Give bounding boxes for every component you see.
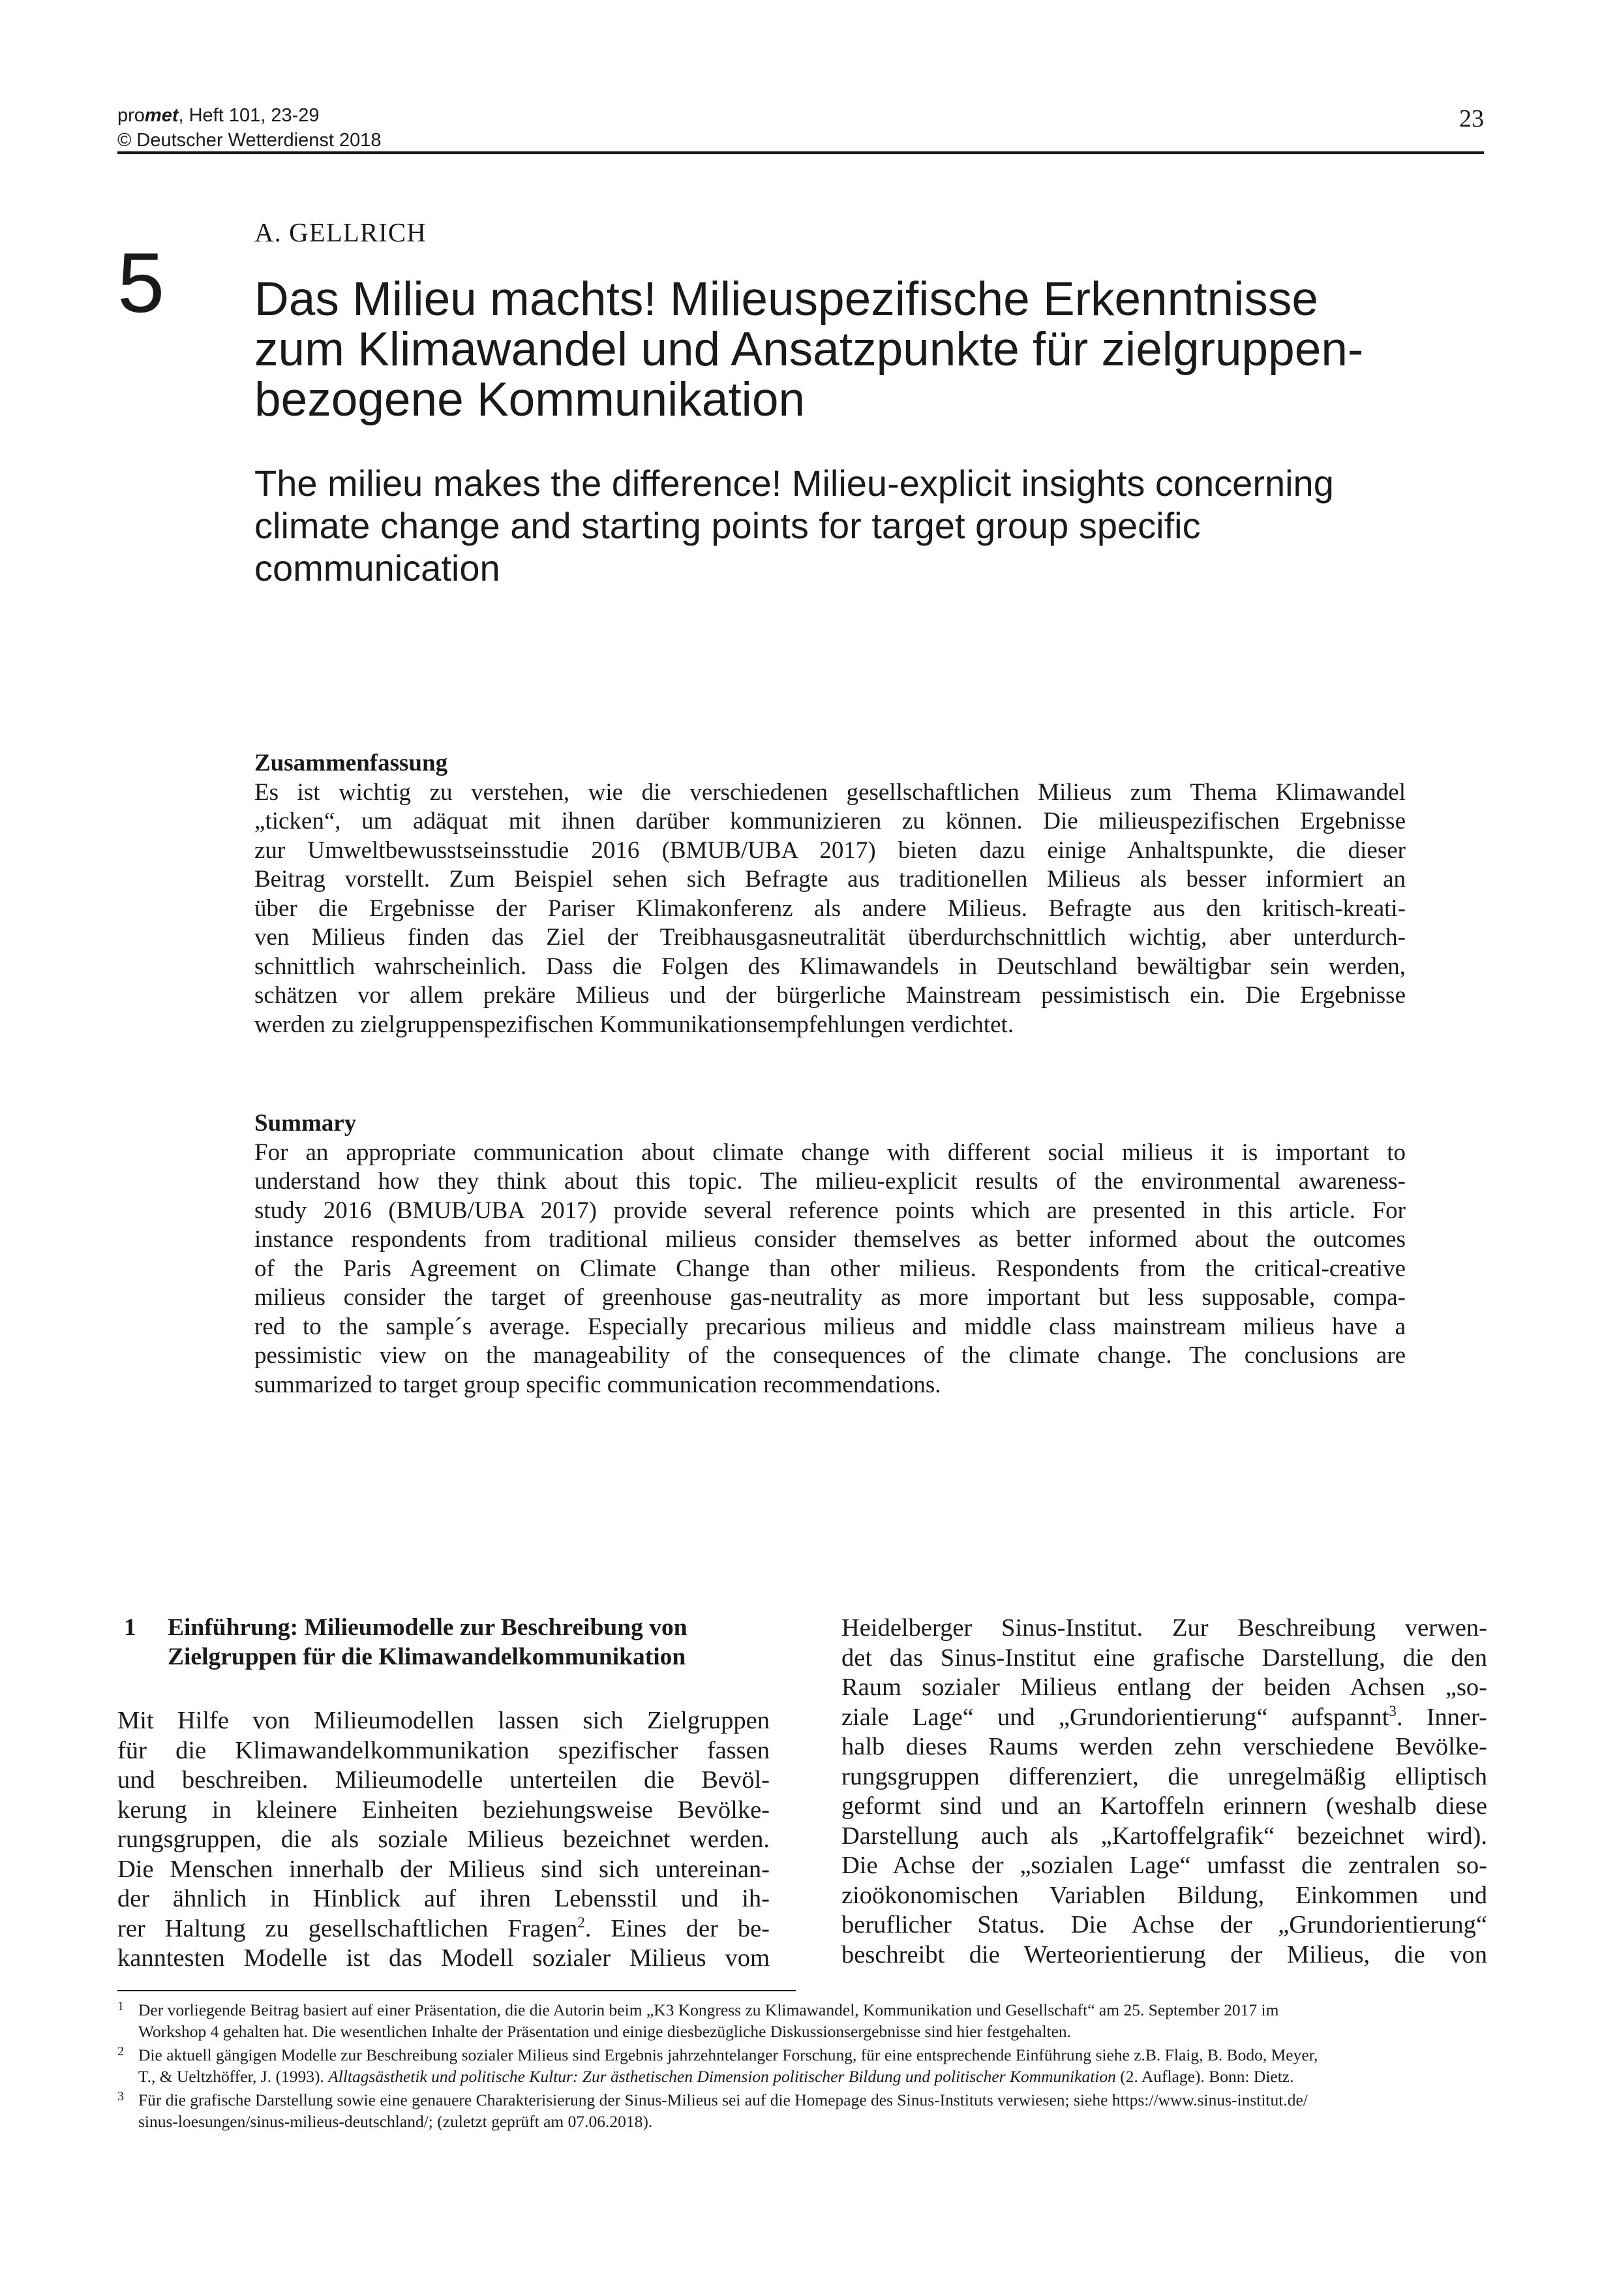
footnote-rule [117, 1990, 796, 1991]
footnote-3 [117, 2089, 1484, 2132]
journal-name-bold: met [144, 105, 179, 126]
body-line: zioökonomischen Variablen Bildung, Einkommen und [841, 1881, 1487, 1909]
body-line: Darstellung auch als „Kartoffelgrafik“ bezeichnet wird). [841, 1822, 1487, 1850]
footnote-line: Der vorliegende Beitrag basiert auf einer Präsentation, die die Autorin beim „K3 Kongress zu Klimawandel, Kommunikation und Gesellschaft“ am 25. September 2017 im [138, 2000, 1279, 2019]
footnote-line: Workshop 4 gehalten hat. Die wesentlichen Inhalte der Präsentation und einige diesbezügliche Diskussionsergebnisse sind hier festgehalten. [138, 2022, 1072, 2041]
title-english-line: The milieu makes the difference! Milieu-explicit insights concerning [254, 463, 1334, 504]
body-line [841, 1703, 1487, 1733]
body-line: rungsgruppen, die als soziale Milieus bezeichnet werden. [117, 1826, 770, 1853]
body-line: beruflicher Status. Die Achse der „Grundorientierung“ [841, 1911, 1487, 1938]
body-line: beschreibt die Werteorientierung der Milieus, die von [841, 1940, 1487, 1968]
footnote-text: (2. Auflage). Bonn: Dietz. [1115, 2067, 1294, 2086]
footnote-1 [117, 1999, 1484, 2042]
running-header [117, 103, 382, 153]
body-line: Die Menschen innerhalb der Milieus sind sich untereinan- [117, 1855, 770, 1883]
footnote-2 [117, 2044, 1484, 2087]
footnote-ref[interactable]: 3 [1389, 1702, 1397, 1719]
abstract-english [254, 1109, 1406, 1400]
body-line: Raum sozialer Milieus entlang der beiden Achsen „so- [841, 1674, 1487, 1701]
abstract-line: „ticken“, um adäquat mit ihnen darüber kommunizieren zu können. Die milieuspezifischen Ergebnisse [254, 808, 1406, 834]
abstract-line: of the Paris Agreement on Climate Change than other milieus. Respondents from the critical-creative [254, 1255, 1406, 1282]
abstract-line: pessimistic view on the manageability of the consequences of the climate change. The conclusions are [254, 1342, 1406, 1369]
body-line: für die Klimawandelkommunikation spezifischer fassen [117, 1736, 770, 1764]
body-line [117, 1914, 770, 1944]
abstract-line: red to the sample´s average. Especially precarious milieus and middle class mainstream milieus have a [254, 1313, 1406, 1340]
footnote-ref[interactable]: 2 [577, 1913, 585, 1931]
body-column-left [117, 1706, 770, 1974]
abstract-line: über die Ergebnisse der Pariser Klimakonferenz als andere Milieus. Befragte aus den kritisch-kreati- [254, 895, 1406, 922]
footnote-text: T., & Ueltzhöffer, J. (1993). [138, 2067, 329, 2086]
title-english-line: climate change and starting points for target group specific [254, 505, 1201, 546]
section-heading-line: Zielgruppen für die Klimawandelkommunikation [168, 1644, 686, 1670]
body-line: geformt sind und an Kartoffeln erinnern (weshalb diese [841, 1792, 1487, 1820]
footnote-line: sinus-loesungen/sinus-milieus-deutschland/; (zuletzt geprüft am 07.06.2018). [138, 2112, 653, 2131]
body-line: Die Achse der „sozialen Lage“ umfasst die zentralen so- [841, 1852, 1487, 1879]
journal-issue [117, 103, 382, 128]
author-name: A. GELLRICH [254, 217, 427, 247]
title-german-line: zum Klimawandel und Ansatzpunkte für zielgruppen- [254, 323, 1364, 376]
body-line-text: . Inner- [1396, 1703, 1488, 1731]
abstract-line: Es ist wichtig zu verstehen, wie die verschiedenen gesellschaftlichen Milieus zum Thema Klimawandel [254, 778, 1406, 806]
abstract-line: milieus consider the target of greenhouse gas-neutrality as more important but less supposable, compa- [254, 1284, 1406, 1311]
title-english-line: communication [254, 547, 500, 589]
body-line: und beschreiben. Milieumodelle unterteilen die Bevöl- [117, 1766, 770, 1794]
footnote-line [138, 2066, 1484, 2087]
title-english [254, 462, 1481, 589]
journal-issue-pages: , Heft 101, 23-29 [178, 105, 320, 126]
abstract-line: study 2016 (BMUB/UBA 2017) provide several reference points which are presented in this article. For [254, 1197, 1406, 1224]
footnote-number: 1 [117, 1999, 124, 2013]
footnote-line: Die aktuell gängigen Modelle zur Beschreibung sozialer Milieus sind Ergebnis jahrzehntelanger Forschung, für eine entsprechende Einführung siehe z.B. Flaig, B. Bodo, Meyer, [138, 2045, 1318, 2064]
section-heading [117, 1613, 776, 1672]
header-rule [117, 151, 1484, 154]
body-line: der ähnlich in Hinblick auf ihren Lebensstil und ih- [117, 1885, 770, 1912]
body-line: halb dieses Raums werden zehn verschiedene Bevölke- [841, 1733, 1487, 1760]
section-number: 1 [124, 1614, 136, 1641]
abstract-german [254, 749, 1406, 1039]
abstract-line: ven Milieus finden das Ziel der Treibhausgasneutralität überdurchschnittlich wichtig, aber unterdurch- [254, 924, 1406, 951]
body-line: rungsgruppen differenziert, die unregelmäßig elliptisch [841, 1762, 1487, 1790]
abstract-line: schnittlich wahrscheinlich. Dass die Folgen des Klimawandels in Deutschland bewältigbar sein werden, [254, 953, 1406, 980]
footnote-number: 2 [117, 2044, 124, 2059]
copyright-line: © Deutscher Wetterdienst 2018 [117, 130, 382, 151]
title-german-line: Das Milieu machts! Milieuspezifische Erkenntnisse [254, 273, 1318, 326]
body-line-text: . Eines der be- [584, 1914, 770, 1942]
abstract-english-heading: Summary [254, 1110, 357, 1137]
footnote-line: Für die grafische Darstellung sowie eine genauere Charakterisierung der Sinus-Milieus sei auf die Homepage des Sinus-Instituts verwiesen; siehe https://www.sinus-institut.de/ [138, 2090, 1308, 2109]
footnote-number: 3 [117, 2089, 124, 2104]
page-number: 23 [1459, 105, 1484, 132]
abstract-line: werden zu zielgruppenspezifischen Kommunikationsempfehlungen verdichtet. [254, 1011, 1014, 1038]
body-line: Heidelberger Sinus-Institut. Zur Beschreibung verwen- [841, 1614, 1487, 1642]
title-german-line: bezogene Kommunikation [254, 373, 806, 426]
body-line: kanntesten Modelle ist das Modell sozialer Milieus vom [117, 1944, 770, 1972]
body-line: det das Sinus-Institut eine grafische Darstellung, die den [841, 1644, 1487, 1672]
abstract-german-heading: Zusammenfassung [254, 750, 448, 776]
section-heading-line: Einführung: Milieumodelle zur Beschreibung von [168, 1614, 688, 1641]
abstract-line: understand how they think about this topic. The milieu-explicit results of the environmental awareness- [254, 1168, 1406, 1195]
abstract-line: instance respondents from traditional milieus consider themselves as better informed about the outcomes [254, 1226, 1406, 1253]
body-line: kerung in kleinere Einheiten beziehungsweise Bevölke- [117, 1796, 770, 1824]
abstract-line: summarized to target group specific communication recommendations. [254, 1371, 941, 1398]
abstract-line: schätzen vor allem prekäre Milieus und der bürgerliche Mainstream pessimistisch ein. Die Ergebnisse [254, 982, 1406, 1009]
journal-name-pre: pro [117, 105, 145, 126]
abstract-line: For an appropriate communication about climate change with different social milieus it is important to [254, 1139, 1406, 1166]
body-line-text: rer Haltung zu gesellschaftlichen Fragen [117, 1914, 578, 1942]
body-line: Mit Hilfe von Milieumodellen lassen sich Zielgruppen [117, 1707, 770, 1734]
body-line-text: ziale Lage“ und „Grundorientierung“ aufspannt [841, 1703, 1389, 1731]
body-column-right [841, 1614, 1487, 1970]
title-german [254, 274, 1481, 425]
abstract-line: zur Umweltbewusstseinsstudie 2016 (BMUB/UBA 2017) bieten dazu einige Anhaltspunkte, die dieser [254, 836, 1406, 864]
chapter-number: 5 [117, 235, 165, 330]
footnote-book-title: Alltagsästhetik und politische Kultur: Zur ästhetischen Dimension politischer Bildung und politischer Kommunikation [328, 2067, 1116, 2086]
abstract-line: Beitrag vorstellt. Zum Beispiel sehen sich Befragte aus traditionellen Milieus als besser informiert an [254, 866, 1406, 893]
